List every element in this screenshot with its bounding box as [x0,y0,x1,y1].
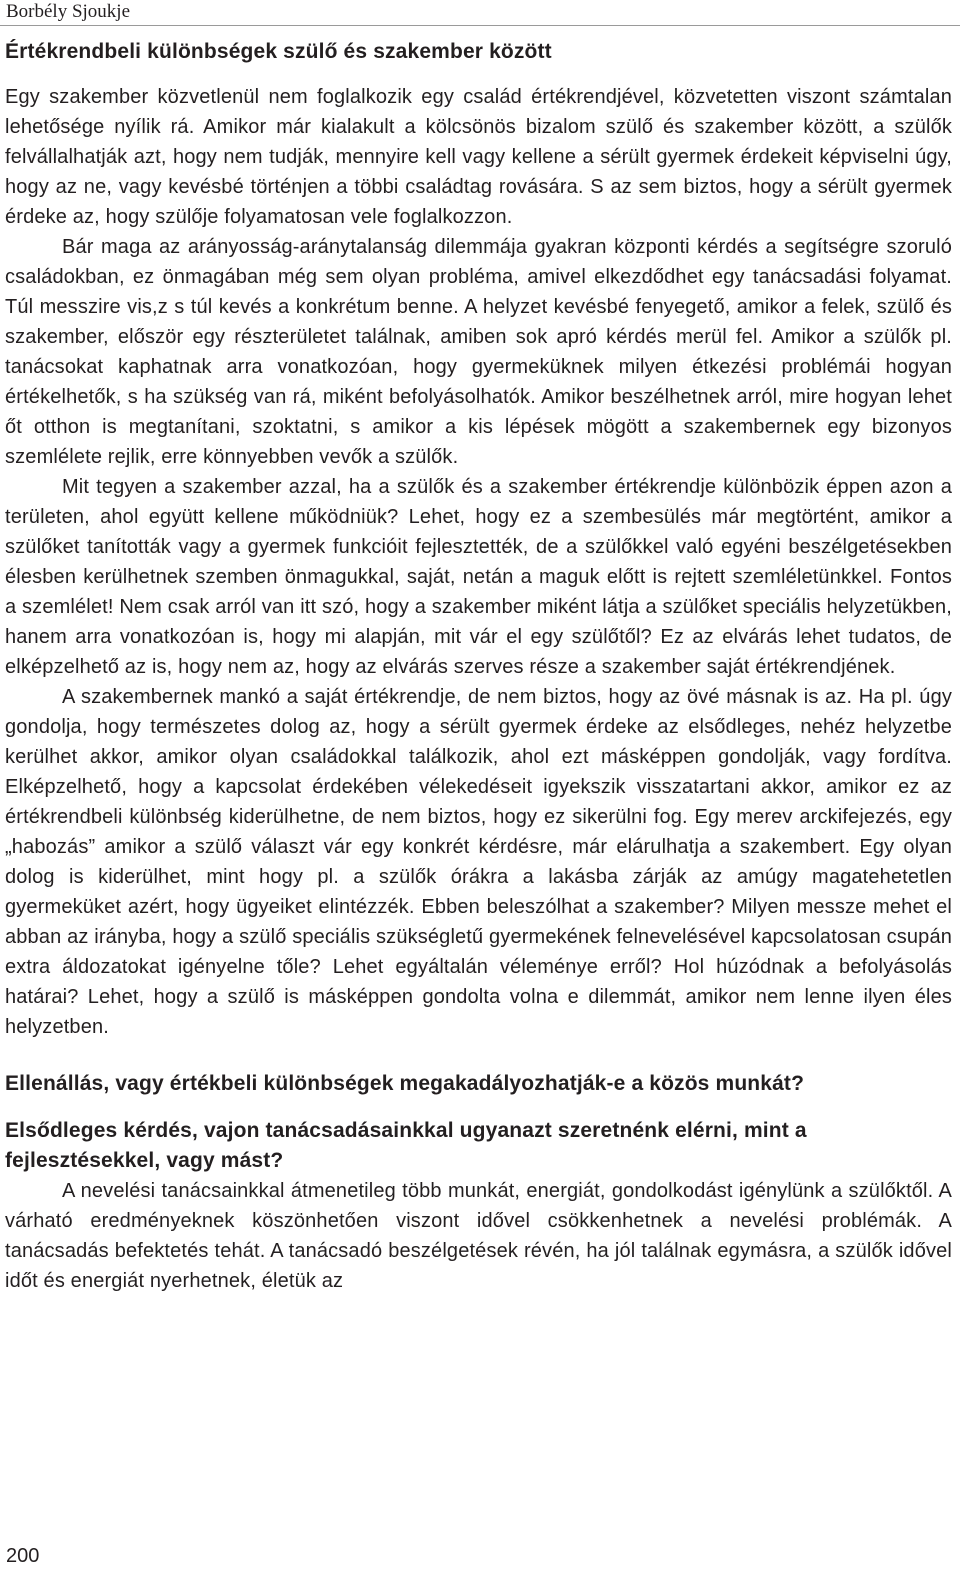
body-paragraph: Bár maga az arányosság-aránytalanság dilemmája gyakran központi kérdés a segítségre szoruló családokban, ez önmagában még sem olyan probléma, amivel elkezdődhet egy tanácsadási folyamat. Túl messzire vis,z s túl kevés a konkrétum benne. A helyzet kevésbé fenyegető, amikor a felek, szülő és szakember, először egy részterületet találnak, amiben sok apró kérdés merül fel. Amikor a szülők pl. tanácsokat kaphatnak arra vonatkozóan, hogy gyermeküknek milyen étkezési problémái hogyan értékelhetők, s ha szükség van rá, miként befolyásolhatók. Amikor beszélhetnek arról, mire hogyan lehet őt otthon is megtanítani, szoktatni, s amikor a kis lépések mögött a szakembernek egy bizonyos szemlélete rejlik, erre könnyebben vevők a szülők. [5,236,952,468]
page-body [5,37,952,1296]
body-paragraph: Mit tegyen a szakember azzal, ha a szülők és a szakember értékrendje különbözik éppen azon a területen, ahol együtt kellene működniük? Lehet, hogy ez a szembesülés már megtörtént, amikor a szülőket tanították vagy a gyermek funkcióit fejlesztették, de a szülőkkel való egyéni beszélgetésekben élesben kerülhetnek szemben önmagukkal, saját, netán a maguk előtt is rejtett szemléletünkkel. Fontos a szemlélet! Nem csak arról van itt szó, hogy a szakember miként látja a szülőket speciális helyzetükben, hanem arra vonatkozóan is, hogy mi alapján, mit vár el egy szülőtől? Ez az elvárás lehet tudatos, de elképzelhető az is, hogy nem az, hogy az elvárás szerves része a szakember saját értékrendjének. [5,476,952,678]
answer-paragraph: A nevelési tanácsainkkal átmenetileg több munkát, energiát, gondolkodást igénylünk a szülőktől. A várható eredményeknek köszönhetően viszont idővel csökkenhetnek a nevelési problémák. A tanácsadás befektetés tehát. A tanácsadó beszélgetések révén, ha jól találnak egymásra, a szülők idővel időt és energiát nyerhetnek, életük az [5,1180,952,1292]
question-heading: Elsődleges kérdés, vajon tanácsadásainkkal ugyanazt szeretnénk elérni, mint a fejlesztésekkel, vagy mást? [5,1119,807,1172]
running-head: Borbély Sjoukje [6,1,131,22]
section-heading: Értékrendbeli különbségek szülő és szakember között [5,40,552,63]
body-paragraph: Egy szakember közvetlenül nem foglalkozik egy család értékrendjével, közvetetten viszont számtalan lehetősége nyílik rá. Amikor már kialakult a kölcsönös bizalom szülő és szakember között, a szülők felvállalhatják azt, hogy nem tudják, mennyire kell vagy kellene a sérült gyermek érdekeit képviselni úgy, hogy az ne, vagy kevésbé történjen a többi családtag rovására. S az sem biztos, hogy a sérült gyermek érdeke az, hogy szülője folyamatosan vele foglalkozzon. [5,86,952,228]
body-paragraph: A szakembernek mankó a saját értékrendje, de nem biztos, hogy az övé másnak is az. Ha pl. úgy gondolja, hogy természetes dolog az, hogy a sérült gyermek érdeke az elsődleges, nehéz helyzetbe kerülhet akkor, amikor olyan családokkal találkozik, ahol ezt másképpen gondolják, vagy fordítva. Elképzelhető, hogy a kapcsolat érdekében vélekedéseit igyekszik visszatartani akkor, amikor ez az értékrendbeli különbség kiderülhetne, de nem biztos, hogy ez sikerülni fog. Egy merev arckifejezés, egy „habozás” amikor a szülő választ vár egy konkrét kérdésre, már elárulhatja a szakembert. Egy olyan dolog is kiderülhet, mint hogy pl. a szülők órákra a lakásba zárják az amúgy magatehetetlen gyermeküket azért, hogy ügyeiket elintézzék. Ebben beleszólhat a szakember? Milyen messze mehet el abban az irányba, hogy a szülő speciális szükségletű gyermekének felnevelésével kapcsolatosan csupán extra áldozatokat igényelne tőle? Lehet egyáltalán véleménye erről? Hol húzódnak a befolyásolás határai? Lehet, hogy a szülő is másképpen gondolta volna e dilemmát, amikor nem lenne ilyen éles helyzetben. [5,686,952,1038]
header-divider [0,25,960,26]
page-number: 200 [6,1545,40,1567]
question-heading: Ellenállás, vagy értékbeli különbségek megakadályozhatják-e a közös munkát? [5,1072,805,1095]
